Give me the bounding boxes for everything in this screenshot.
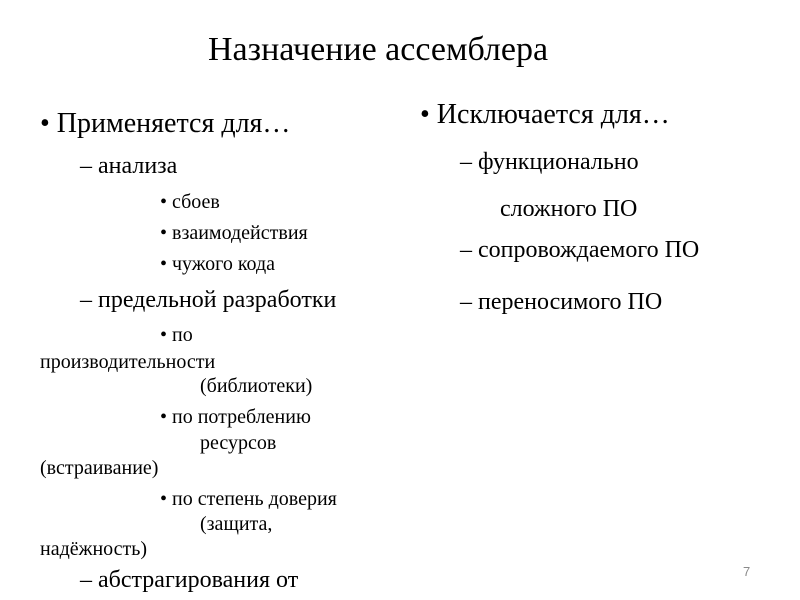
left-detail-trust-line1: • по степень доверия	[160, 488, 337, 510]
right-item-maintained: – сопровождаемого ПО	[460, 237, 700, 263]
left-subitem-abstraction: – абстрагирования от	[80, 567, 299, 593]
left-detail-resources-line3: (встраивание)	[40, 457, 159, 479]
left-detail-trust-line3: надёжность)	[40, 538, 148, 560]
right-item-complex-line2: сложного ПО	[500, 196, 638, 222]
left-subitem-extreme-development: – предельной разработки	[80, 287, 337, 313]
left-detail-performance-line3: (библиотеки)	[200, 375, 313, 397]
right-item-portable: – переносимого ПО	[460, 289, 663, 315]
left-subitem-analysis: – анализа	[80, 153, 178, 179]
left-heading: • Применяется для…	[40, 108, 291, 139]
left-detail-resources-line1: • по потреблению	[160, 406, 311, 428]
left-detail-resources-line2: ресурсов	[200, 432, 277, 454]
left-detail-trust-line2: (защита,	[200, 513, 273, 535]
slide-number: 7	[743, 564, 751, 579]
left-detail-foreign-code: • чужого кода	[160, 253, 275, 275]
right-heading: • Исключается для…	[420, 99, 670, 130]
right-item-complex-line1: – функционально	[460, 149, 639, 175]
left-detail-interaction: • взаимодействия	[160, 222, 308, 244]
left-detail-crashes: • сбоев	[160, 191, 220, 213]
slide-title: Назначение ассемблера	[208, 31, 549, 68]
left-detail-performance-line1: • по	[160, 324, 193, 346]
left-detail-performance-line2: производительности	[40, 351, 216, 373]
